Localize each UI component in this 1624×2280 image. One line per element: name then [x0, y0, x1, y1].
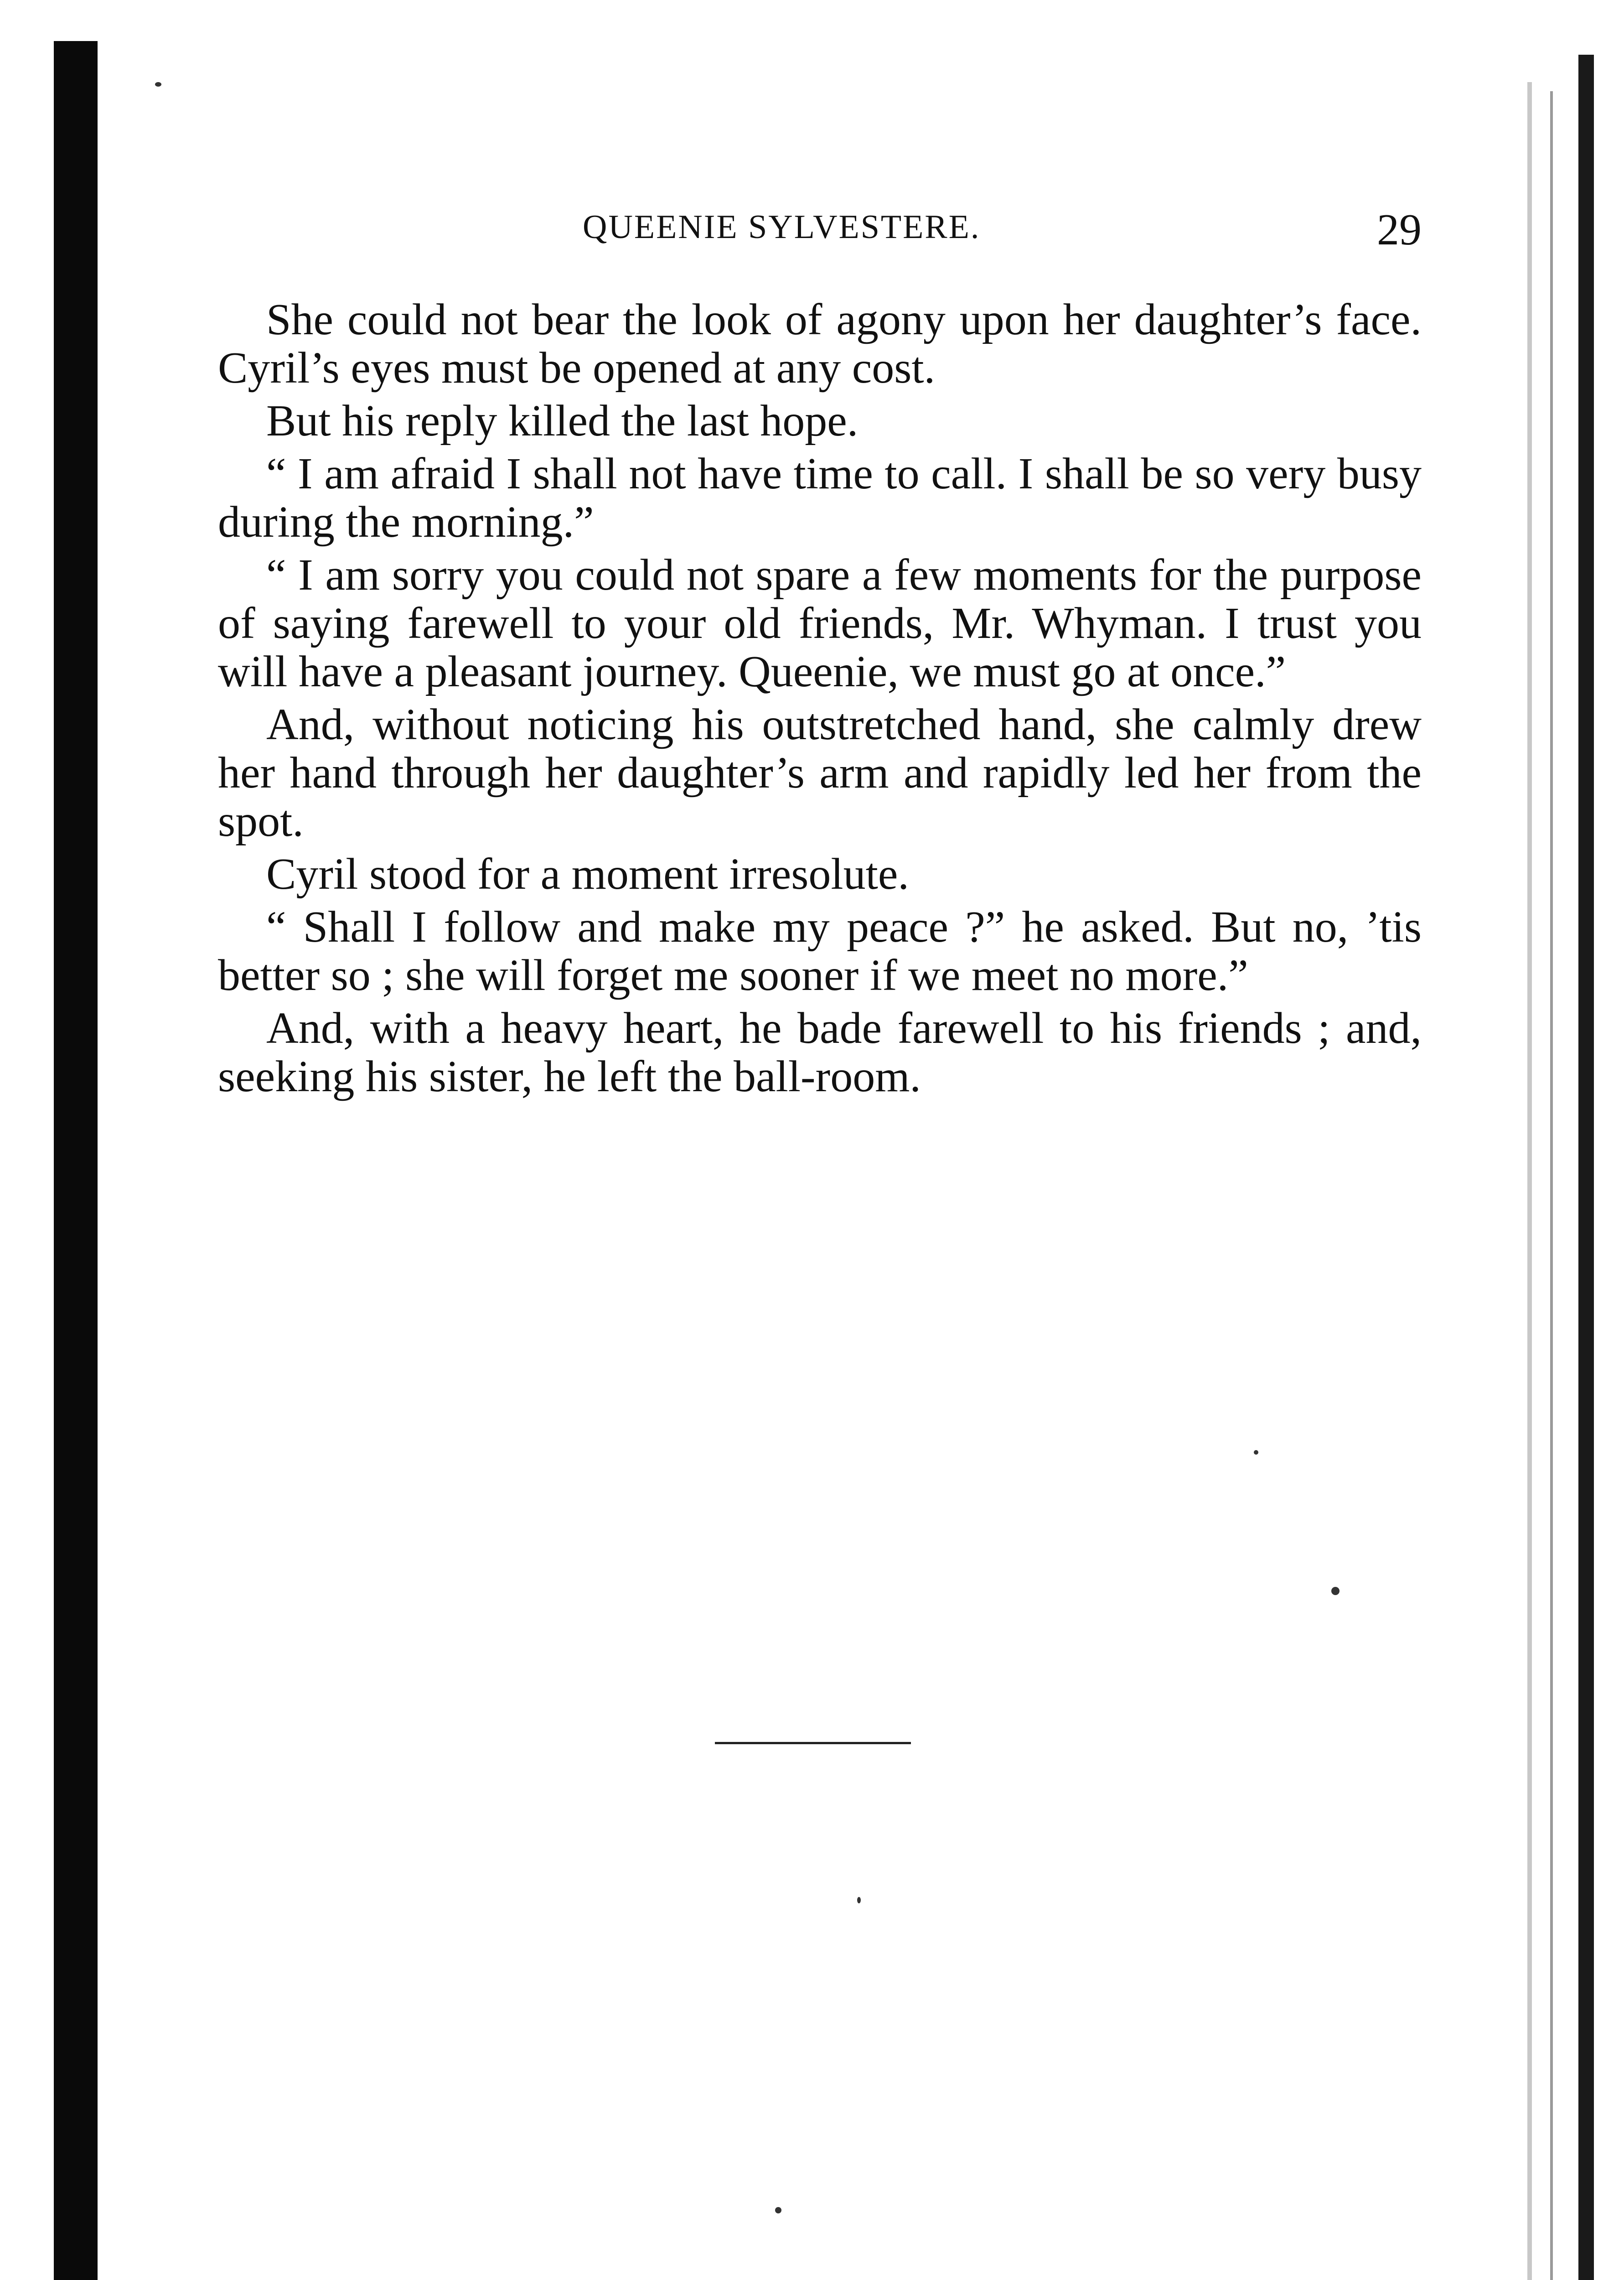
page-edge-dark	[1578, 55, 1594, 2280]
page-edge-shadow	[1550, 91, 1553, 2280]
running-head	[218, 204, 1422, 254]
paragraph: And, without noticing his outstretched hand, she calmly drew her hand through her daughter’s arm and rapidly led her from the spot.	[218, 700, 1422, 846]
paragraph: “ I am afraid I shall not have time to call. I shall be so very busy during the morning.”	[218, 449, 1422, 547]
scan-speck	[775, 2207, 781, 2213]
section-divider-rule	[715, 1742, 911, 1744]
body-text	[218, 295, 1422, 1105]
running-title: QUEENIE SYLVESTERE.	[583, 208, 981, 246]
scan-speck	[857, 1897, 861, 1903]
scan-speck	[1254, 1450, 1258, 1455]
paragraph: “ I am sorry you could not spare a few moments for the purpose of saying farewell to your old friends, Mr. Whyman. I trust you will have a pleasant journey. Queenie, we must go at once.”	[218, 550, 1422, 696]
scan-speck	[1331, 1587, 1340, 1595]
paragraph: She could not bear the look of agony upon her daughter’s face. Cyril’s eyes must be opened at any cost.	[218, 295, 1422, 393]
scan-speck	[155, 82, 161, 87]
paragraph: And, with a heavy heart, he bade farewell to his friends ; and, seeking his sister, he left the ball-room.	[218, 1004, 1422, 1101]
paragraph: “ Shall I follow and make my peace ?” he asked. But no, ’tis better so ; she will forget me sooner if we meet no more.”	[218, 902, 1422, 1000]
paragraph: Cyril stood for a moment irresolute.	[266, 850, 909, 899]
binding-edge-shadow	[54, 41, 98, 2280]
page-number: 29	[1377, 205, 1422, 254]
page-edge-shadow	[1527, 82, 1532, 2280]
paragraph: But his reply killed the last hope.	[266, 396, 859, 446]
